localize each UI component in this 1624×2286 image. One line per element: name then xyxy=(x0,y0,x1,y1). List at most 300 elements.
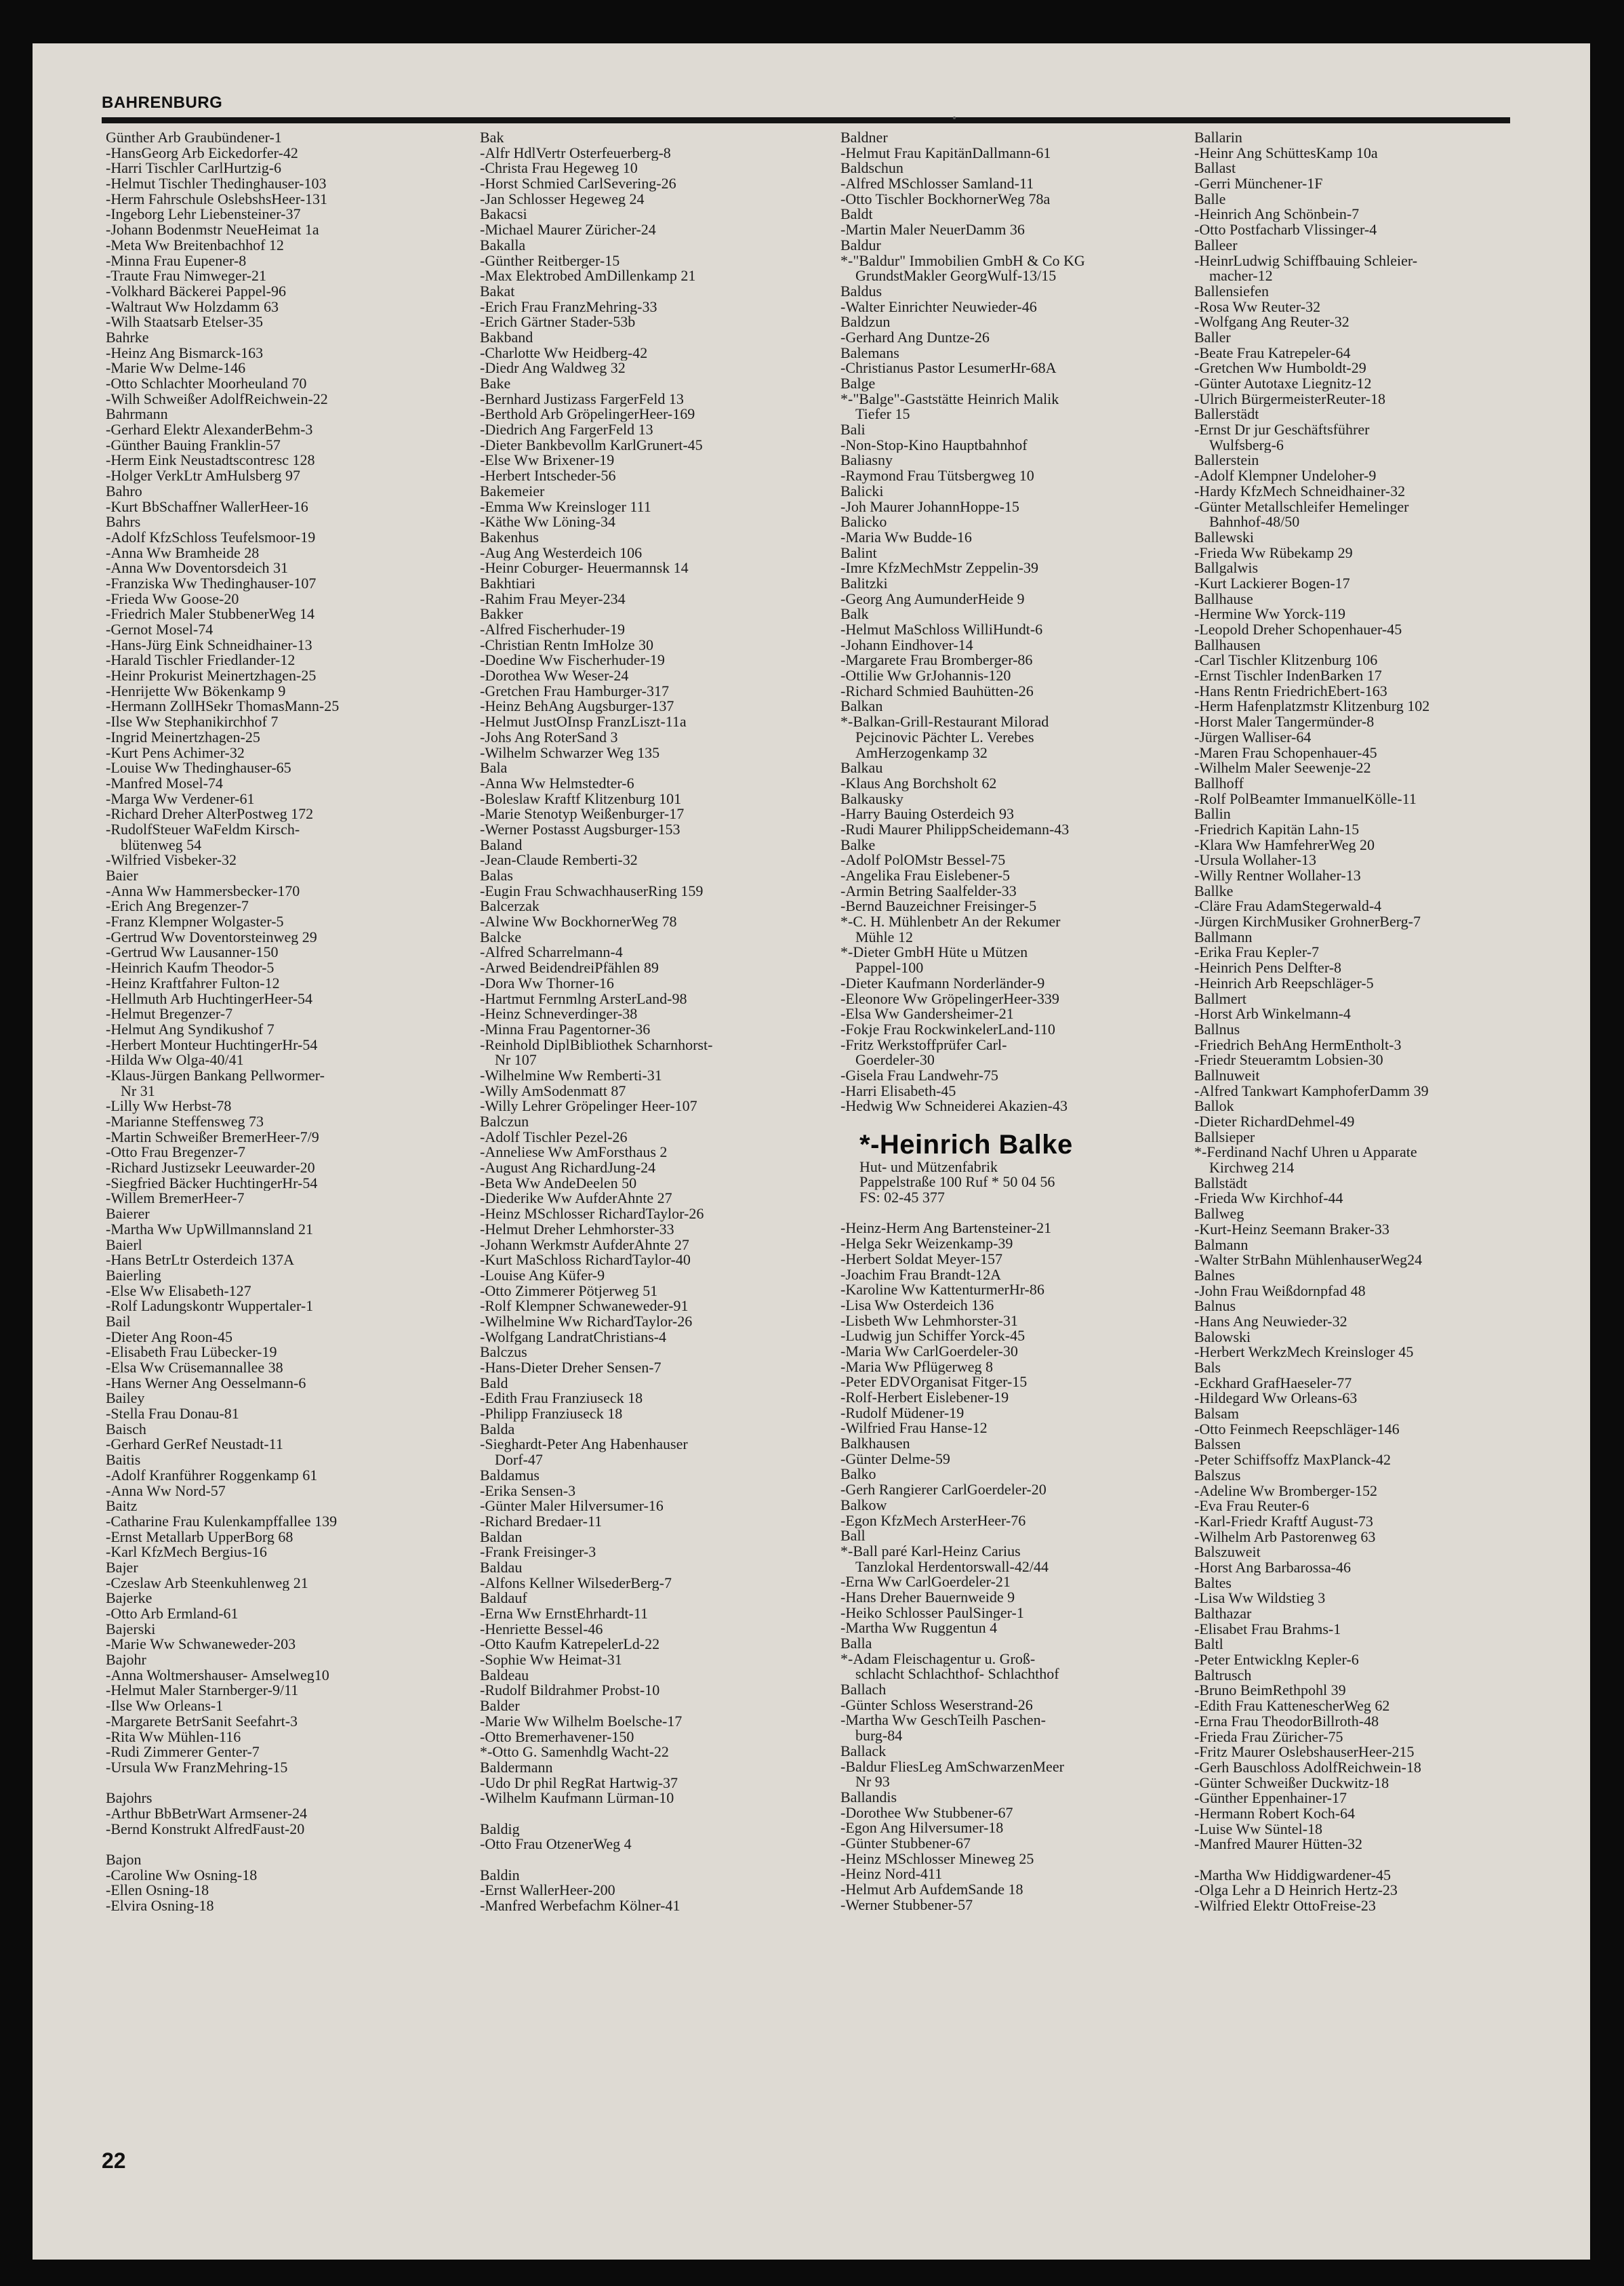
directory-entry: -Ludwig jun Schiffer Yorck-45 xyxy=(840,1328,1026,1344)
surname-heading: Bajer xyxy=(106,1559,138,1576)
directory-entry: -Helmut Dreher Lehmhorster-33 xyxy=(480,1221,674,1238)
directory-entry: -Walter Einrichter Neuwieder-46 xyxy=(840,299,1037,315)
directory-entry: -Gerhard GerRef Neustadt-11 xyxy=(106,1437,283,1453)
directory-entry: -Hilda Ww Olga-40/41 xyxy=(106,1053,244,1068)
directory-entry: -Alfred Fischerhuder-19 xyxy=(480,622,625,638)
directory-column-3 xyxy=(840,130,1196,1913)
directory-entry: -Helmut MaSchloss WilliHundt-6 xyxy=(840,622,1043,638)
surname-heading: Baierer xyxy=(106,1206,150,1222)
directory-entry: -Ernst Tischler IndenBarken 17 xyxy=(1194,668,1382,684)
directory-entry: -Henrijette Ww Bökenkamp 9 xyxy=(106,683,286,699)
surname-heading: Bahrmann xyxy=(106,407,168,423)
directory-entry: -Herm Fahrschule OslebshsHeer-131 xyxy=(106,191,328,207)
directory-entry: -Rudolf Bildrahmer Probst-10 xyxy=(480,1683,660,1699)
surname-heading: Ballhoff xyxy=(1194,775,1244,792)
directory-entry: -Gisela Frau Landwehr-75 xyxy=(840,1067,998,1084)
directory-entry: *-Dieter GmbH Hüte u Mützen xyxy=(840,945,1028,961)
surname-heading: Bail xyxy=(106,1313,131,1330)
surname-heading: Baldus xyxy=(840,283,882,300)
directory-entry: -Frank Freisinger-3 xyxy=(480,1545,596,1560)
directory-entry: -Werner Postasst Augsburger-153 xyxy=(480,821,681,838)
directory-entry: -Marie Ww Schwaneweder-203 xyxy=(106,1637,296,1653)
directory-entry: -Günter Autotaxe Liegnitz-12 xyxy=(1194,376,1372,392)
spacer xyxy=(480,1852,836,1868)
directory-entry: -Peter Schiffsoffz MaxPlanck-42 xyxy=(1194,1452,1392,1468)
directory-entry: -Klaus Ang Borchsholt 62 xyxy=(840,775,997,792)
surname-heading: Baldau xyxy=(480,1559,523,1576)
directory-entry: -Eleonore Ww GröpelingerHeer-339 xyxy=(840,991,1059,1007)
directory-entry: -Carl Tischler Klitzenburg 106 xyxy=(1194,653,1378,669)
header-rule xyxy=(102,117,1510,123)
directory-entry: -Franziska Ww Thedinghauser-107 xyxy=(106,575,317,592)
directory-entry: Nr 107 xyxy=(480,1053,537,1068)
directory-entry: -Gerhard Elektr AlexanderBehm-3 xyxy=(106,422,313,438)
surname-heading: Bajerski xyxy=(106,1621,156,1637)
directory-entry: -Volkhard Bäckerei Pappel-96 xyxy=(106,283,286,300)
surname-heading: Baldin xyxy=(480,1867,520,1883)
surname-heading: Baldan xyxy=(480,1529,523,1545)
directory-entry: -Adolf PolOMstr Bessel-75 xyxy=(840,853,1006,868)
directory-entry: -Ulrich BürgermeisterReuter-18 xyxy=(1194,391,1386,407)
surname-heading: Balder xyxy=(480,1698,520,1714)
directory-entry: -HeinrLudwig Schiffbauing Schleier- xyxy=(1194,253,1418,269)
surname-heading: Ballnuweit xyxy=(1194,1067,1260,1084)
directory-entry: -Joh Maurer JohannHoppe-15 xyxy=(840,499,1019,515)
directory-entry: -Hans Ang Neuwieder-32 xyxy=(1194,1313,1347,1330)
directory-entry: -August Ang RichardJung-24 xyxy=(480,1160,656,1176)
directory-entry: -Non-Stop-Kino Hauptbahnhof xyxy=(840,437,1028,453)
directory-entry: -Diedrich Ang FargerFeld 13 xyxy=(480,422,653,438)
surname-heading: Balthazar xyxy=(1194,1606,1252,1622)
directory-entry: -Martha Ww Hiddigwardener-45 xyxy=(1194,1867,1391,1883)
directory-entry: -Maria Ww Budde-16 xyxy=(840,529,972,546)
directory-entry: -Wilhelmine Ww Remberti-31 xyxy=(480,1067,662,1084)
directory-entry: -Elisabeth Frau Lübecker-19 xyxy=(106,1345,277,1360)
directory-entry: -Anneliese Ww AmForsthaus 2 xyxy=(480,1145,668,1161)
surname-heading: Bakenhus xyxy=(480,529,539,546)
surname-heading: Bajohrs xyxy=(106,1791,153,1806)
directory-entry: burg-84 xyxy=(840,1728,903,1744)
directory-entry: -Elisabet Frau Brahms-1 xyxy=(1194,1621,1341,1637)
spacer xyxy=(840,1206,1196,1221)
advertisement-line: FS: 02-45 377 xyxy=(859,1190,945,1206)
directory-entry: -Jürgen KirchMusiker GrohnerBerg-7 xyxy=(1194,914,1421,930)
directory-entry: -Harri Elisabeth-45 xyxy=(840,1083,956,1099)
surname-heading: Bahrke xyxy=(106,329,149,346)
directory-entry: -Michael Maurer Züricher-24 xyxy=(480,222,656,238)
surname-heading: Baldamus xyxy=(480,1467,540,1484)
directory-entry: -Caroline Ww Osning-18 xyxy=(106,1867,258,1883)
directory-entry: -Philipp Franziuseck 18 xyxy=(480,1406,623,1422)
directory-entry: -Heinz Kraftfahrer Fulton-12 xyxy=(106,975,280,992)
directory-entry: -Traute Frau Nimweger-21 xyxy=(106,268,267,284)
directory-entry: -Wolfgang LandratChristians-4 xyxy=(480,1329,666,1345)
surname-heading: Bakemeier xyxy=(480,483,545,499)
directory-entry: -Frieda Frau Züricher-75 xyxy=(1194,1729,1343,1745)
directory-entry: -Dieter Kaufmann Norderländer-9 xyxy=(840,975,1045,992)
directory-entry: -Otto Frau OtzenerWeg 4 xyxy=(480,1837,632,1852)
directory-entry: -Arthur BbBetrWart Armsener-24 xyxy=(106,1805,308,1822)
surname-heading: Balkhausen xyxy=(840,1436,910,1452)
directory-entry: -Hermine Ww Yorck-119 xyxy=(1194,607,1346,622)
surname-heading: Ballok xyxy=(1194,1099,1234,1114)
directory-entry: GrundstMakler GeorgWulf-13/15 xyxy=(840,268,1057,284)
surname-heading: Balge xyxy=(840,376,876,392)
directory-entry: -Peter Entwicklng Kepler-6 xyxy=(1194,1652,1359,1668)
directory-entry: -Gretchen Frau Hamburger-317 xyxy=(480,683,669,699)
directory-entry: -Helmut Ang Syndikushof 7 xyxy=(106,1021,275,1038)
directory-entry: -Ingeborg Lehr Liebensteiner-37 xyxy=(106,207,301,223)
surname-heading: Baldner xyxy=(840,130,888,146)
directory-entry: -Rosa Ww Reuter-32 xyxy=(1194,299,1321,315)
directory-entry: -Lisa Ww Wildstieg 3 xyxy=(1194,1591,1326,1606)
directory-entry: -Alwine Ww BockhornerWeg 78 xyxy=(480,914,677,930)
directory-entry: -Elsa Ww Crüsemannallee 38 xyxy=(106,1360,283,1376)
directory-entry: -Günther Reitberger-15 xyxy=(480,253,620,269)
directory-entry: *-Ball paré Karl-Heinz Carius xyxy=(840,1543,1021,1559)
directory-entry: -Eugin Frau SchwachhauserRing 159 xyxy=(480,883,704,899)
directory-entry: *-Ferdinand Nachf Uhren u Apparate xyxy=(1194,1145,1417,1161)
directory-entry: -Rolf Klempner Schwaneweder-91 xyxy=(480,1299,689,1314)
directory-entry: -Horst Ang Barbarossa-46 xyxy=(1194,1559,1351,1576)
directory-entry: -Beate Frau Katrepeler-64 xyxy=(1194,345,1351,361)
directory-entry: -Heinz MSchlosser Mineweg 25 xyxy=(840,1851,1034,1867)
directory-entry: -Kurt MaSchloss RichardTaylor-40 xyxy=(480,1252,691,1268)
directory-entry: -Heinr Prokurist Meinertzhagen-25 xyxy=(106,668,317,684)
directory-entry: -Adolf Klempner Undeloher-9 xyxy=(1194,468,1377,484)
directory-entry: -Raymond Frau Tütsbergweg 10 xyxy=(840,468,1034,484)
directory-entry: -Rahim Frau Meyer-234 xyxy=(480,591,626,607)
surname-heading: Balkan xyxy=(840,699,883,715)
surname-heading: Ballerstein xyxy=(1194,453,1259,469)
directory-entry: -Boleslaw Kraftf Klitzenburg 101 xyxy=(480,791,682,807)
directory-entry: -Christian Rentn ImHolze 30 xyxy=(480,637,654,653)
surname-heading: Balnes xyxy=(1194,1267,1235,1284)
directory-entry: -Manfred Maurer Hütten-32 xyxy=(1194,1837,1363,1852)
directory-entry: -Baldur FliesLeg AmSchwarzenMeer xyxy=(840,1759,1064,1775)
directory-entry: -Ottilie Ww GrJohannis-120 xyxy=(840,668,1011,684)
directory-entry: -Charlotte Ww Heidberg-42 xyxy=(480,345,648,361)
directory-entry: -Bruno BeimRethpohl 39 xyxy=(1194,1683,1346,1699)
surname-heading: Balint xyxy=(840,545,877,561)
directory-entry: -Ingrid Meinertzhagen-25 xyxy=(106,729,260,746)
directory-entry: Nr 31 xyxy=(106,1083,155,1099)
directory-entry: -Louise Ww Thedinghauser-65 xyxy=(106,760,291,776)
directory-entry: -Erna Ww CarlGoerdeler-21 xyxy=(840,1574,1011,1590)
surname-heading: Balda xyxy=(480,1421,515,1437)
directory-entry: -Günter Maler Hilversumer-16 xyxy=(480,1498,664,1514)
directory-entry: -Heinr Coburger- Heuermannsk 14 xyxy=(480,560,689,576)
directory-entry: -Bernd Konstrukt AlfredFaust-20 xyxy=(106,1821,305,1837)
directory-entry: -Ursula Wollaher-13 xyxy=(1194,853,1317,868)
directory-entry: -Willem BremerHeer-7 xyxy=(106,1191,245,1207)
directory-entry: -Elvira Osning-18 xyxy=(106,1898,214,1914)
directory-entry: -Heinz Nord-411 xyxy=(840,1866,943,1882)
directory-entry: -Fritz Werkstoffprüfer Carl- xyxy=(840,1037,1007,1053)
page-number: 22 xyxy=(102,2148,126,2173)
surname-heading: Baliasny xyxy=(840,453,893,469)
directory-entry: -Otto Tischler BockhornerWeg 78a xyxy=(840,191,1051,207)
surname-heading: Balkausky xyxy=(840,791,904,807)
directory-column-2 xyxy=(480,130,836,1914)
directory-entry: -Udo Dr phil RegRat Hartwig-37 xyxy=(480,1775,678,1791)
surname-heading: Baltes xyxy=(1194,1575,1232,1591)
directory-entry: Wulfsberg-6 xyxy=(1194,437,1284,453)
directory-entry: -Manfred Werbefachm Kölner-41 xyxy=(480,1898,681,1914)
directory-entry: -Erich Gärtner Stader-53b xyxy=(480,314,636,330)
surname-heading: Ballin xyxy=(1194,807,1231,822)
directory-entry: -Helmut Frau KapitänDallmann-61 xyxy=(840,145,1051,161)
surname-heading: Ballewski xyxy=(1194,529,1254,546)
directory-entry: -Martin Maler NeuerDamm 36 xyxy=(840,222,1025,238)
directory-entry: -Wilfried Visbeker-32 xyxy=(106,853,237,868)
surname-heading: Ballhause xyxy=(1194,591,1253,607)
surname-heading: Baldzun xyxy=(840,314,891,330)
directory-entry: -Erika Sensen-3 xyxy=(480,1483,576,1499)
directory-entry: Mühle 12 xyxy=(840,929,913,945)
directory-entry: -Rolf Ladungskontr Wuppertaler-1 xyxy=(106,1299,314,1314)
directory-entry: -Heinz-Herm Ang Bartensteiner-21 xyxy=(840,1221,1052,1237)
directory-entry: -Heinz MSchlosser RichardTaylor-26 xyxy=(480,1206,704,1222)
directory-entry: -Martin Schweißer BremerHeer-7/9 xyxy=(106,1129,319,1145)
directory-entry: -Otto Postfacharb Vlissinger-4 xyxy=(1194,222,1377,238)
directory-entry: -Dora Ww Thorner-16 xyxy=(480,975,614,992)
directory-entry: -Adolf Tischler Pezel-26 xyxy=(480,1129,628,1145)
surname-heading: Ballerstädt xyxy=(1194,407,1259,423)
directory-entry: -Hellmuth Arb HuchtingerHeer-54 xyxy=(106,991,313,1007)
surname-heading: Baldauf xyxy=(480,1591,527,1606)
directory-entry: -Ursula Ww FranzMehring-15 xyxy=(106,1759,288,1776)
surname-heading: Bakker xyxy=(480,607,523,622)
directory-entry: *-C. H. Mühlenbetr An der Rekumer xyxy=(840,914,1061,930)
directory-entry: -Harald Tischler Friedlander-12 xyxy=(106,653,296,669)
surname-heading: Ball xyxy=(840,1528,866,1544)
surname-heading: Ballack xyxy=(840,1743,887,1759)
surname-heading: Ballgalwis xyxy=(1194,560,1259,576)
directory-entry: -Otto Kaufm KatrepelerLd-22 xyxy=(480,1637,660,1653)
directory-entry: -Wilfried Frau Hanse-12 xyxy=(840,1421,988,1437)
directory-entry: Tiefer 15 xyxy=(840,407,910,423)
directory-entry: -Otto Arb Ermland-61 xyxy=(106,1606,239,1622)
surname-heading: Balszuweit xyxy=(1194,1545,1261,1560)
surname-heading: Balkow xyxy=(840,1497,887,1513)
directory-entry: -Martha Ww UpWillmannsland 21 xyxy=(106,1221,314,1238)
directory-entry: -Herbert Monteur HuchtingerHr-54 xyxy=(106,1037,318,1053)
directory-entry: -Ilse Ww Stephanikirchhof 7 xyxy=(106,714,279,730)
directory-entry: -Karl-Friedr Kraftf August-73 xyxy=(1194,1513,1373,1530)
directory-entry: Nr 93 xyxy=(840,1774,890,1790)
directory-entry: -Bernhard Justizass FargerFeld 13 xyxy=(480,391,684,407)
surname-heading: Baltl xyxy=(1194,1637,1223,1653)
surname-heading: Ballweg xyxy=(1194,1206,1244,1222)
directory-entry: -Rudi Zimmerer Genter-7 xyxy=(106,1744,260,1760)
directory-entry: -Heinrich Arb Reepschläger-5 xyxy=(1194,975,1374,992)
directory-entry: -Herbert WerkzMech Kreinsloger 45 xyxy=(1194,1345,1414,1360)
directory-entry: -Hans Rentn FriedrichEbert-163 xyxy=(1194,683,1387,699)
surname-heading: Bailey xyxy=(106,1391,145,1407)
surname-heading: Balicki xyxy=(840,483,884,499)
surname-heading: Bali xyxy=(840,422,866,438)
directory-entry: -Ernst WallerHeer-200 xyxy=(480,1883,615,1899)
directory-entry: -Christa Frau Hegeweg 10 xyxy=(480,161,638,177)
directory-entry: -Czeslaw Arb Steenkuhlenweg 21 xyxy=(106,1575,308,1591)
directory-entry: -Maren Frau Schopenhauer-45 xyxy=(1194,745,1377,761)
directory-entry: -Martha Ww GeschTeilh Paschen- xyxy=(840,1713,1046,1729)
directory-entry: -Wilh Staatsarb Etelser-35 xyxy=(106,314,264,330)
directory-entry: -Egon Ang Hilversumer-18 xyxy=(840,1820,1004,1836)
directory-entry: -Margarete BetrSanit Seefahrt-3 xyxy=(106,1713,298,1730)
directory-entry: -Gerri Münchener-1F xyxy=(1194,176,1323,192)
directory-entry: -Harri Tischler CarlHurtzig-6 xyxy=(106,161,282,177)
surname-heading: Balla xyxy=(840,1636,872,1652)
surname-heading: Bajerke xyxy=(106,1591,153,1606)
surname-heading: Balko xyxy=(840,1467,876,1483)
directory-entry: -Lisa Ww Osterdeich 136 xyxy=(840,1297,994,1313)
directory-entry: -Hermann Robert Koch-64 xyxy=(1194,1805,1356,1822)
directory-entry: -Herbert Soldat Meyer-157 xyxy=(840,1251,1003,1267)
directory-entry: -Günter Stubbener-67 xyxy=(840,1835,971,1852)
directory-entry: -Horst Schmied CarlSevering-26 xyxy=(480,176,676,192)
surname-heading: Balkau xyxy=(840,760,883,776)
directory-entry: -Heinrich Pens Delfter-8 xyxy=(1194,960,1342,976)
directory-entry: -Else Ww Brixener-19 xyxy=(480,453,615,469)
directory-entry: -Erich Frau FranzMehring-33 xyxy=(480,299,657,315)
directory-entry: -Dorothee Ww Stubbener-67 xyxy=(840,1805,1013,1821)
directory-entry: -Otto Feinmech Reepschläger-146 xyxy=(1194,1421,1400,1437)
directory-entry: -Helmut Arb AufdemSande 18 xyxy=(840,1882,1023,1898)
surname-heading: Baltrusch xyxy=(1194,1667,1252,1683)
directory-entry: -Berthold Arb GröpelingerHeer-169 xyxy=(480,407,695,423)
directory-entry: -Kurt Pens Achimer-32 xyxy=(106,745,245,761)
directory-entry: -Wilhelm Schwarzer Weg 135 xyxy=(480,745,660,761)
surname-heading: Bajohr xyxy=(106,1652,146,1668)
directory-entry: -Günther Bauing Franklin-57 xyxy=(106,437,281,453)
directory-entry: -Otto Zimmerer Pötjerweg 51 xyxy=(480,1283,658,1299)
directory-entry: -Jean-Claude Remberti-32 xyxy=(480,853,638,868)
directory-entry: -Christianus Pastor LesumerHr-68A xyxy=(840,361,1057,376)
directory-entry: -Willy AmSodenmatt 87 xyxy=(480,1083,626,1099)
surname-heading: Balczus xyxy=(480,1345,527,1360)
surname-heading: Ballarin xyxy=(1194,130,1242,146)
surname-heading: Ballast xyxy=(1194,161,1236,177)
directory-entry: -Friedrich BehAng HermEntholt-3 xyxy=(1194,1037,1402,1053)
directory-entry: -Werner Stubbener-57 xyxy=(840,1897,973,1913)
directory-entry: -Maria Ww Pflügerweg 8 xyxy=(840,1359,994,1375)
spacer xyxy=(106,1776,462,1791)
directory-entry: -Waltraut Ww Holzdamm 63 xyxy=(106,299,279,315)
directory-entry: -Kurt Lackierer Bogen-17 xyxy=(1194,575,1350,592)
directory-entry: -Georg Ang AumunderHeide 9 xyxy=(840,591,1025,607)
directory-entry: -Martha Ww Ruggentun 4 xyxy=(840,1620,998,1636)
surname-heading: Bakhtiari xyxy=(480,575,535,592)
directory-entry: -Richard Schmied Bauhütten-26 xyxy=(840,683,1034,699)
directory-entry: -Adolf KfzSchloss Teufelsmoor-19 xyxy=(106,529,316,546)
directory-entry: -Richard Dreher AlterPostweg 172 xyxy=(106,807,314,822)
scan-speck xyxy=(953,117,956,119)
directory-entry: -Hans-Dieter Dreher Sensen-7 xyxy=(480,1360,662,1376)
surname-heading: Baldur xyxy=(840,237,881,253)
directory-entry: -Rolf-Herbert Eislebener-19 xyxy=(840,1390,1009,1406)
surname-heading: Baldermann xyxy=(480,1759,553,1776)
directory-entry: -Dieter RichardDehmel-49 xyxy=(1194,1114,1355,1130)
spacer xyxy=(840,1114,1196,1130)
directory-entry: macher-12 xyxy=(1194,268,1273,284)
directory-entry: -Herm Eink Neustadtscontresc 128 xyxy=(106,453,315,469)
surname-heading: Bake xyxy=(480,376,511,392)
directory-entry: -Aug Ang Westerdeich 106 xyxy=(480,545,643,561)
surname-heading: Balemans xyxy=(840,345,899,361)
directory-entry: -Eckhard GrafHaeseler-77 xyxy=(1194,1375,1352,1391)
directory-entry: -Gertrud Ww Doventorsteinweg 29 xyxy=(106,929,317,945)
directory-entry: -Erika Frau Kepler-7 xyxy=(1194,945,1320,961)
surname-heading: Baland xyxy=(480,837,523,853)
directory-entry: -Ernst Dr jur Geschäftsführer xyxy=(1194,422,1370,438)
directory-entry: -Beta Ww AndeDeelen 50 xyxy=(480,1175,637,1191)
directory-entry: -Holger VerkLtr AmHulsberg 97 xyxy=(106,468,300,484)
directory-entry: -Erna Frau TheodorBillroth-48 xyxy=(1194,1713,1379,1730)
directory-entry: Günther Arb Graubündener-1 xyxy=(106,130,282,146)
directory-entry: -Emma Ww Kreinsloger 111 xyxy=(480,499,651,515)
directory-entry: -Hans BetrLtr Osterdeich 137A xyxy=(106,1252,294,1268)
directory-entry: -Minna Frau Pagentorner-36 xyxy=(480,1021,651,1038)
directory-entry: -Angelika Frau Eislebener-5 xyxy=(840,868,1011,884)
directory-entry: -Ernst Metallarb UpperBorg 68 xyxy=(106,1529,293,1545)
directory-entry: -Otto Frau Bregenzer-7 xyxy=(106,1145,246,1161)
directory-entry: -Wilhelm Kaufmann Lürman-10 xyxy=(480,1791,674,1806)
directory-entry: -Friedrich Kapitän Lahn-15 xyxy=(1194,821,1360,838)
directory-entry: -Hedwig Ww Schneiderei Akazien-43 xyxy=(840,1099,1068,1114)
directory-entry: -Otto Bremerhavener-150 xyxy=(480,1729,634,1745)
directory-entry: -Maria Ww CarlGoerdeler-30 xyxy=(840,1343,1018,1360)
directory-entry: -Sophie Ww Heimat-31 xyxy=(480,1652,622,1668)
directory-entry: -Kurt BbSchaffner WallerHeer-16 xyxy=(106,499,308,515)
directory-entry: -Lilly Ww Herbst-78 xyxy=(106,1099,232,1114)
directory-entry: -Wilhelmine Ww RichardTaylor-26 xyxy=(480,1313,693,1330)
directory-entry: -Adeline Ww Bromberger-152 xyxy=(1194,1483,1378,1499)
directory-entry: -Cläre Frau AdamStegerwald-4 xyxy=(1194,899,1382,915)
directory-entry: -Franz Klempner Wolgaster-5 xyxy=(106,914,284,930)
directory-entry: -Gernot Mosel-74 xyxy=(106,622,214,638)
directory-entry: -Rita Ww Mühlen-116 xyxy=(106,1729,241,1745)
surname-heading: Ballensiefen xyxy=(1194,283,1269,300)
directory-entry: -Günther Eppenhainer-17 xyxy=(1194,1791,1347,1806)
directory-entry: -Horst Arb Winkelmann-4 xyxy=(1194,1006,1351,1022)
directory-column-4 xyxy=(1194,130,1550,1914)
directory-entry: -Manfred Mosel-74 xyxy=(106,775,223,792)
directory-entry: -Helga Sekr Weizenkamp-39 xyxy=(840,1236,1013,1252)
directory-entry: -Willy Rentner Wollaher-13 xyxy=(1194,868,1361,884)
surname-heading: Bajon xyxy=(106,1852,142,1868)
surname-heading: Balitzki xyxy=(840,575,888,592)
directory-entry: -Dieter Bankbevollm KarlGrunert-45 xyxy=(480,437,703,453)
directory-entry: -Hermann ZollHSekr ThomasMann-25 xyxy=(106,699,340,715)
directory-entry: -Alfons Kellner WilsederBerg-7 xyxy=(480,1575,672,1591)
directory-entry: Kirchweg 214 xyxy=(1194,1160,1295,1176)
surname-heading: Balszus xyxy=(1194,1467,1241,1484)
directory-entry: -Wilfried Elektr OttoFreise-23 xyxy=(1194,1898,1376,1914)
directory-entry: -Anna Woltmershauser- Amselweg10 xyxy=(106,1667,329,1683)
surname-heading: Balleer xyxy=(1194,237,1238,253)
spacer xyxy=(106,1837,462,1852)
directory-entry: -Harry Bauing Osterdeich 93 xyxy=(840,807,1014,822)
directory-entry: -Margarete Frau Bromberger-86 xyxy=(840,653,1033,669)
directory-entry: -Anna Ww Bramheide 28 xyxy=(106,545,260,561)
directory-entry: -Dieter Ang Roon-45 xyxy=(106,1329,232,1345)
directory-entry: -Heinz BehAng Augsburger-137 xyxy=(480,699,674,715)
directory-entry: -Rolf PolBeamter ImmanuelKölle-11 xyxy=(1194,791,1417,807)
surname-heading: Baldeau xyxy=(480,1667,529,1683)
surname-heading: Ballsieper xyxy=(1194,1129,1255,1145)
